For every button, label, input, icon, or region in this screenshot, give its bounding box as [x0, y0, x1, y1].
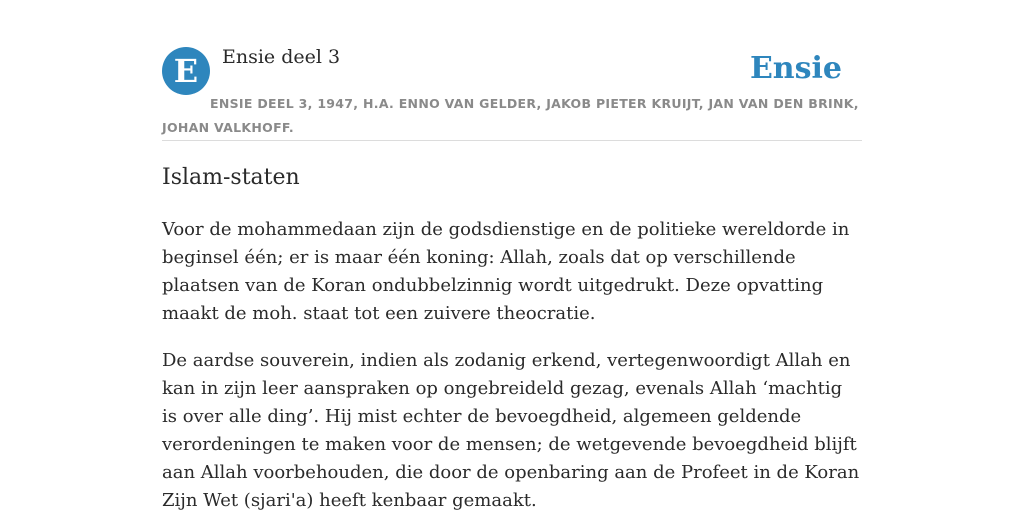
ensie-logo-icon[interactable]: E	[162, 47, 210, 95]
book-meta: ENSIE DEEL 3, 1947, H.A. ENNO VAN GELDER, JAKOB PIETER KRUIJT, JAN VAN DEN BRINK, JOHAN VALKHOFF.	[162, 96, 859, 135]
book-title[interactable]: Ensie deel 3	[222, 46, 341, 68]
header	[162, 44, 862, 141]
article-title: Islam-staten	[162, 165, 300, 190]
article-paragraph: Voor de mohammedaan zijn de godsdienstige en de politieke wereldorde in beginsel één; er is maar één koning: Allah, zoals dat op verschillende plaatsen van de Koran ondubbelzinnig wordt uitgedrukt. Deze opvatting maakt de moh. staat tot een zuivere theocratie.	[162, 219, 850, 324]
article	[162, 162, 862, 512]
article-paragraph: De aardse souverein, indien als zodanig erkend, vertegenwoordigt Allah en kan in zijn leer aanspraken op ongebreideld gezag, evenals Allah ‘machtig is over alle ding’. Hij mist echter de bevoegdheid, algemeen geldende verordeningen te maken voor de mensen; de wetgevende bevoegdheid blijft aan Allah voorbehouden, die door de openbaring aan de Profeet in de Koran Zijn Wet (sjari'a) heeft kenbaar gemaakt.	[162, 350, 860, 511]
brand-logo[interactable]: Ensie	[749, 51, 842, 86]
